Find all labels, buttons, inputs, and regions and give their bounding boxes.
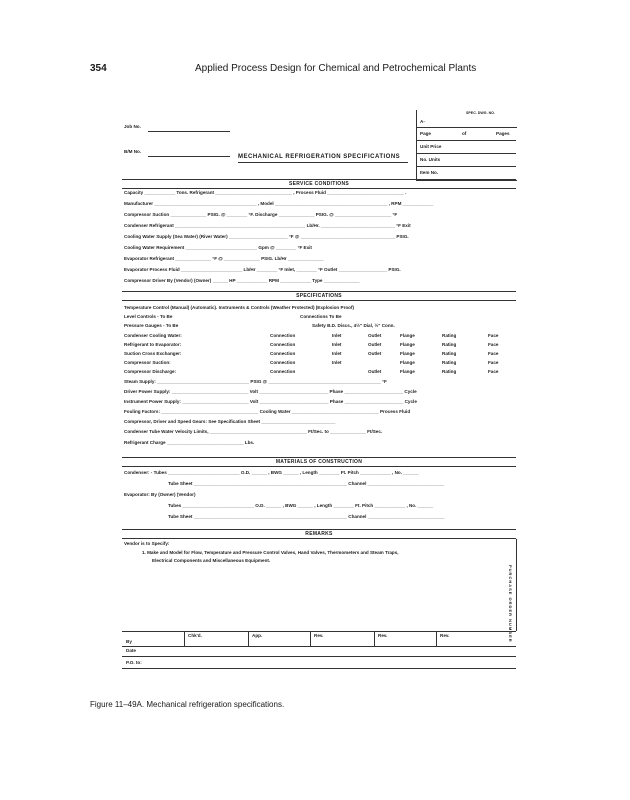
conn-row-rating: Rating — [442, 360, 457, 365]
materials-band — [122, 457, 516, 467]
figure-caption: Figure 11–49A. Mechanical refrigeration specifications. — [90, 700, 285, 709]
spec-line-temp-control: Temperature Control (Manual) (Automatic). Instruments & Controls (Weather Protected) (Explosion Proof) — [124, 305, 355, 310]
sc-line-evaporator-refrigerant: Evaporator Refrigerant ______________ °F @ ______________ PSIG. Lb/Hr ______________ — [124, 256, 324, 261]
service-conditions-band — [122, 179, 516, 189]
sig-by: By — [126, 639, 132, 644]
sc-line-compressor-driver: Compressor Driver By (Vendor) (Owner) ______ HP ____________ RPM ____________ Type ______________ — [124, 278, 360, 283]
sc-line-cooling-water-req: Cooling Water Requirement ____________________________ Gpm @ ________ °F Exit — [124, 245, 312, 250]
remarks-vendor: Vendor is to Specify: — [124, 541, 170, 546]
item-no-label: Item No. — [420, 170, 439, 175]
spec-safety: Safety B.D. Discs., 4½" Dial, ½" Conn. — [312, 323, 395, 328]
spec-dwg-label: SPEC. DWG. NO. — [466, 111, 495, 115]
spec-conn-to-be: Connections To Be — [300, 314, 342, 319]
conn-row-outlet: Outlet — [368, 369, 382, 374]
conn-row-rating: Rating — [442, 351, 457, 356]
conn-row-inlet: Inlet — [332, 351, 342, 356]
sig-chkd: Chk'd. — [188, 633, 202, 638]
job-no-label: Job No. — [124, 124, 141, 129]
conn-row-connection: Connection — [270, 351, 296, 356]
conn-row-inlet: Inlet — [332, 360, 342, 365]
conn-row-rating: Rating — [442, 333, 457, 338]
conn-row-connection: Connection — [270, 333, 296, 338]
conn-row-flange: Flange — [400, 342, 415, 347]
sc-line-evaporator-process: Evaporator Process Fluid ________________________ Lb/Hr ________ °F Inlet, ________ °F Outlet ___________________ PSIG. — [124, 267, 401, 272]
sig-rev-2: Rev. — [378, 633, 388, 638]
sig-rev-1: Rev. — [314, 633, 324, 638]
conn-row-face: Face — [488, 333, 499, 338]
mat-line-evaporator: Evaporator: By (Owner) (Vendor) — [124, 492, 196, 497]
spec-line-velocity-limits: Condenser Tube Water Velocity Limits, ______________________________________ Ft/Sec. to ______________ Ft/Sec. — [124, 429, 383, 434]
conn-row-outlet: Outlet — [368, 351, 382, 356]
page-label: Page — [420, 131, 431, 136]
sc-line-cooling-water-supply: Cooling Water Supply (Sea Water) (River Water) _______________________ °F @ _____________________________________ PSIG. — [124, 234, 409, 239]
conn-row-flange: Flange — [400, 351, 415, 356]
remarks-band — [122, 529, 516, 539]
sc-line-manufacturer: Manufacturer ________________________________________ , Model ____________________________________________ , RPM ____________ — [124, 201, 434, 206]
conn-row-connection: Connection — [270, 369, 296, 374]
conn-row-label: Compressor Suction: — [124, 360, 171, 365]
no-units-label: No. Units — [420, 157, 441, 162]
spec-line-instrument-power: Instrument Power Supply: __________________________ Volt ___________________________ Phase _______________________ Cycle — [124, 399, 417, 404]
running-head: Applied Process Design for Chemical and Petrochemical Plants — [195, 63, 477, 74]
service-conditions-heading: SERVICE CONDITIONS — [288, 181, 350, 187]
remarks-item-1: 1. Make and Model for Flow, Temperature and Pressure Control Valves, Hand Valves, Thermometers and Steam Traps, — [142, 550, 399, 555]
conn-row-label: Refrigerant to Evaporator: — [124, 342, 182, 347]
spec-form — [122, 110, 516, 670]
conn-row-inlet: Inlet — [332, 333, 342, 338]
conn-row-face: Face — [488, 342, 499, 347]
spec-line-driver-power: Driver Power Supply: ______________________________ Volt ___________________________ Phase _______________________ Cycle — [124, 389, 417, 394]
spec-line-compressor-gears: Compressor, Driver and Speed Gears: See Specification Sheet _____________________________ — [124, 419, 336, 424]
conn-row-face: Face — [488, 360, 499, 365]
conn-row-flange: Flange — [400, 369, 415, 374]
pages-label: Pages — [496, 131, 510, 136]
sig-app: App. — [252, 633, 263, 638]
conn-row-label: Suction Cross Exchanger: — [124, 351, 182, 356]
mat-line-evaporator-tubesheet: Tube Sheet ____________________________________________________________ Channel ______________________________ — [168, 514, 445, 519]
a-label: A- — [420, 119, 425, 124]
sig-po: P.O. to: — [126, 660, 142, 665]
sc-line-compressor-suction: Compressor Suction ______________ PSIG. @ ________ °F. Discharge ______________ PSIG. @ ______________________ °F — [124, 212, 398, 217]
conn-row-flange: Flange — [400, 360, 415, 365]
conn-row-outlet: Outlet — [368, 333, 382, 338]
specifications-band — [122, 291, 516, 301]
form-title: MECHANICAL REFRIGERATION SPECIFICATIONS — [238, 154, 401, 160]
conn-row-face: Face — [488, 369, 499, 374]
conn-row-label: Condenser Cooling Water: — [124, 333, 182, 338]
conn-row-connection: Connection — [270, 342, 296, 347]
conn-row-connection: Connection — [270, 360, 296, 365]
purchase-order-number-label: PURCHASE ORDER NUMBER — [508, 565, 513, 643]
conn-row-face: Face — [488, 351, 499, 356]
sig-date: Date — [126, 648, 136, 653]
page-number: 354 — [90, 63, 107, 74]
materials-heading: MATERIALS OF CONSTRUCTION — [275, 459, 363, 465]
conn-row-inlet: Inlet — [332, 342, 342, 347]
conn-row-outlet: Outlet — [368, 342, 382, 347]
remarks-heading: REMARKS — [305, 531, 333, 537]
bm-no-label: B/M No. — [124, 149, 142, 154]
mat-line-condenser-tubes: Condenser: - Tubes ____________________________ O.D. ______ , BWG ______ , Length ________ Ft. Pitch ____________ , No. ______ — [124, 470, 419, 475]
of-label: of — [462, 131, 467, 136]
specifications-heading: SPECIFICATIONS — [296, 293, 342, 299]
unit-price-label: Unit Price — [420, 144, 442, 149]
mat-line-evaporator-tubes: Tubes ____________________________ O.D. ______ , BWG ______ , Length ________ Ft. Pitch ____________ , No. ______ — [168, 503, 433, 508]
spec-line-level-controls: Level Controls - To Be — [124, 314, 173, 319]
sc-line-capacity: Capacity ____________ Tons. Refrigerant ______________________________ , Process Fluid ______________________________ . — [124, 190, 407, 195]
sc-line-condenser-refrigerant: Condenser Refrigerant ___________________________________________________ Lb/Hr. _____________________________ °F Exit — [124, 223, 411, 228]
conn-row-label: Compressor Discharge: — [124, 369, 177, 374]
spec-line-refrigerant-charge: Refrigerant Charge ______________________________ Lbs. — [124, 440, 255, 445]
spec-line-fouling: Fouling Factors: ______________________________________ Cooling Water __________________________________ Process Fluid — [124, 409, 411, 414]
conn-row-rating: Rating — [442, 342, 457, 347]
conn-row-flange: Flange — [400, 333, 415, 338]
spec-line-steam: Steam Supply: ____________________________________ PSIG @ ____________________________________________ °F — [124, 379, 387, 384]
spec-line-pressure-gauges: Pressure Gauges - To Be — [124, 323, 179, 328]
mat-line-condenser-tubesheet: Tube Sheet ____________________________________________________________ Channel ______________________________ — [168, 481, 445, 486]
remarks-item-1-cont: Electrical Components and Miscellaneous Equipment. — [152, 558, 271, 563]
sig-rev-3: Rev. — [440, 633, 450, 638]
conn-row-rating: Rating — [442, 369, 457, 374]
